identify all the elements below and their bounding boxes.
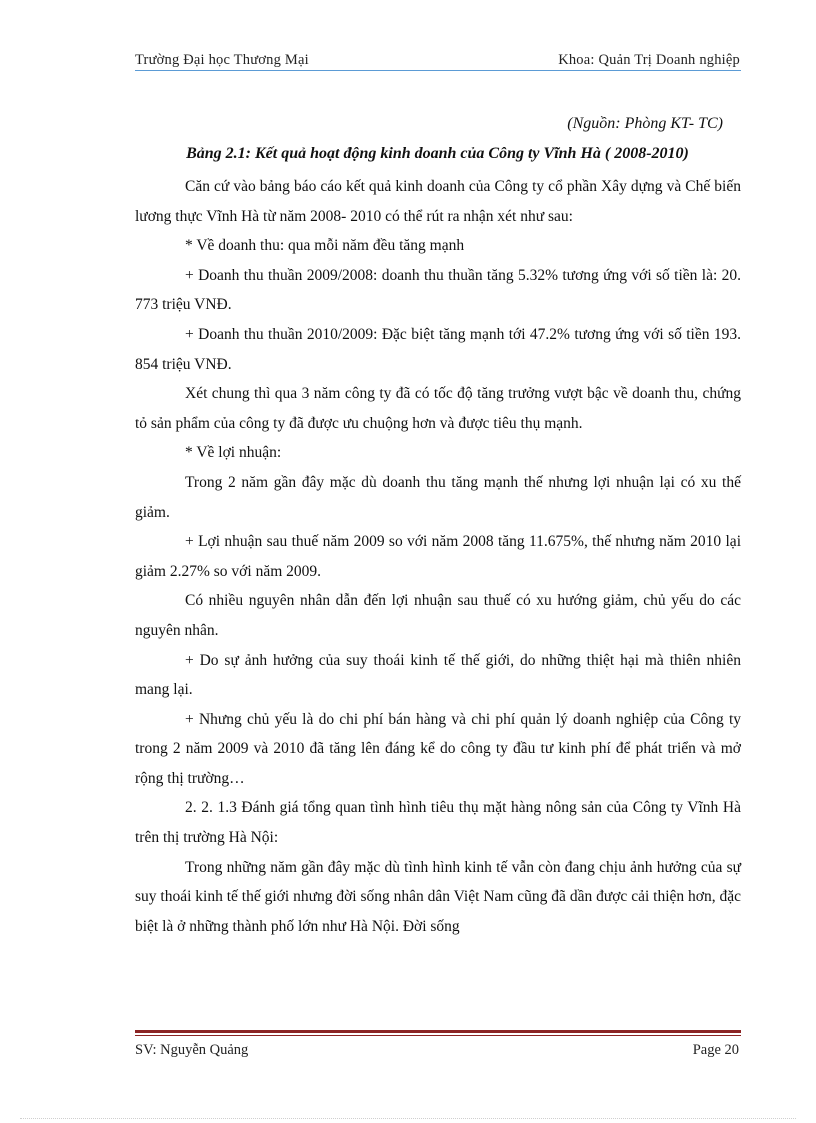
paragraph: + Doanh thu thuần 2010/2009: Đặc biệt tăng mạnh tới 47.2% tương ứng với số tiền 193. 854 triệu VNĐ. <box>135 325 741 373</box>
section-heading: 2. 2. 1.3 Đánh giá tổng quan tình hình tiêu thụ mặt hàng nông sản của Công ty Vĩnh Hà trên thị trường Hà Nội: <box>135 799 741 847</box>
paragraph: + Doanh thu thuần 2009/2008: doanh thu thuần tăng 5.32% tương ứng với số tiền là: 20. 773 triệu VNĐ. <box>135 266 741 314</box>
header-divider <box>135 70 741 71</box>
footer-student: SV: Nguyễn Quảng <box>135 1042 249 1058</box>
source-note: (Nguồn: Phòng KT- TC) <box>567 115 723 132</box>
table-caption: Bảng 2.1: Kết quả hoạt động kinh doanh của Công ty Vĩnh Hà ( 2008-2010) <box>186 145 689 162</box>
paragraph: Trong 2 năm gần đây mặc dù doanh thu tăng mạnh thế nhưng lợi nhuận lại có xu thế giảm. <box>135 473 741 521</box>
page-header <box>135 52 740 69</box>
paragraph: * Về lợi nhuận: <box>185 444 282 462</box>
header-faculty: Khoa: Quản Trị Doanh nghiệp <box>558 52 740 68</box>
paragraph: Có nhiều nguyên nhân dẫn đến lợi nhuận sau thuế có xu hướng giảm, chủ yếu do các nguyên nhân. <box>135 592 741 639</box>
paragraph: Trong những năm gần đây mặc dù tình hình kinh tế vẫn còn đang chịu ảnh hưởng của sự suy thoái kinh tế thế giới nhưng đời sống nhân dân Việt Nam cũng đã dần được cải thiện hơn, đặc biệt là ở những thành phố lớn như Hà Nội. Đời sống <box>135 858 741 935</box>
page-edge-dotted <box>20 1118 796 1119</box>
paragraph: Căn cứ vào bảng báo cáo kết quả kinh doanh của Công ty cổ phần Xây dựng và Chế biến lương thực Vĩnh Hà từ năm 2008- 2010 có thể rút ra nhận xét như sau: <box>135 178 741 225</box>
page-footer <box>135 1042 739 1059</box>
paragraph: * Về doanh thu: qua mỗi năm đều tăng mạnh <box>185 237 465 255</box>
paragraph: + Do sự ảnh hưởng của suy thoái kinh tế thế giới, do những thiệt hại mà thiên nhiên mang lại. <box>135 651 741 699</box>
paragraph: + Nhưng chủ yếu là do chi phí bán hàng và chi phí quản lý doanh nghiệp của Công ty trong 2 năm 2009 và 2010 đã tăng lên đáng kể do công ty đầu tư kinh phí để phát triển và mở rộng thị trường… <box>135 710 741 787</box>
header-university: Trường Đại học Thương Mại <box>135 52 309 68</box>
paragraph: + Lợi nhuận sau thuế năm 2009 so với năm 2008 tăng 11.675%, thế nhưng năm 2010 lại giảm 2.27% so với năm 2009. <box>135 533 741 580</box>
paragraph: Xét chung thì qua 3 năm công ty đã có tốc độ tăng trưởng vượt bậc về doanh thu, chứng tỏ sản phẩm của công ty đã được ưu chuộng hơn và được tiêu thụ mạnh. <box>135 385 741 432</box>
footer-divider-thin <box>135 1035 741 1036</box>
document-body <box>135 172 741 941</box>
footer-divider-thick <box>135 1030 741 1033</box>
page-number: Page 20 <box>692 1042 739 1058</box>
